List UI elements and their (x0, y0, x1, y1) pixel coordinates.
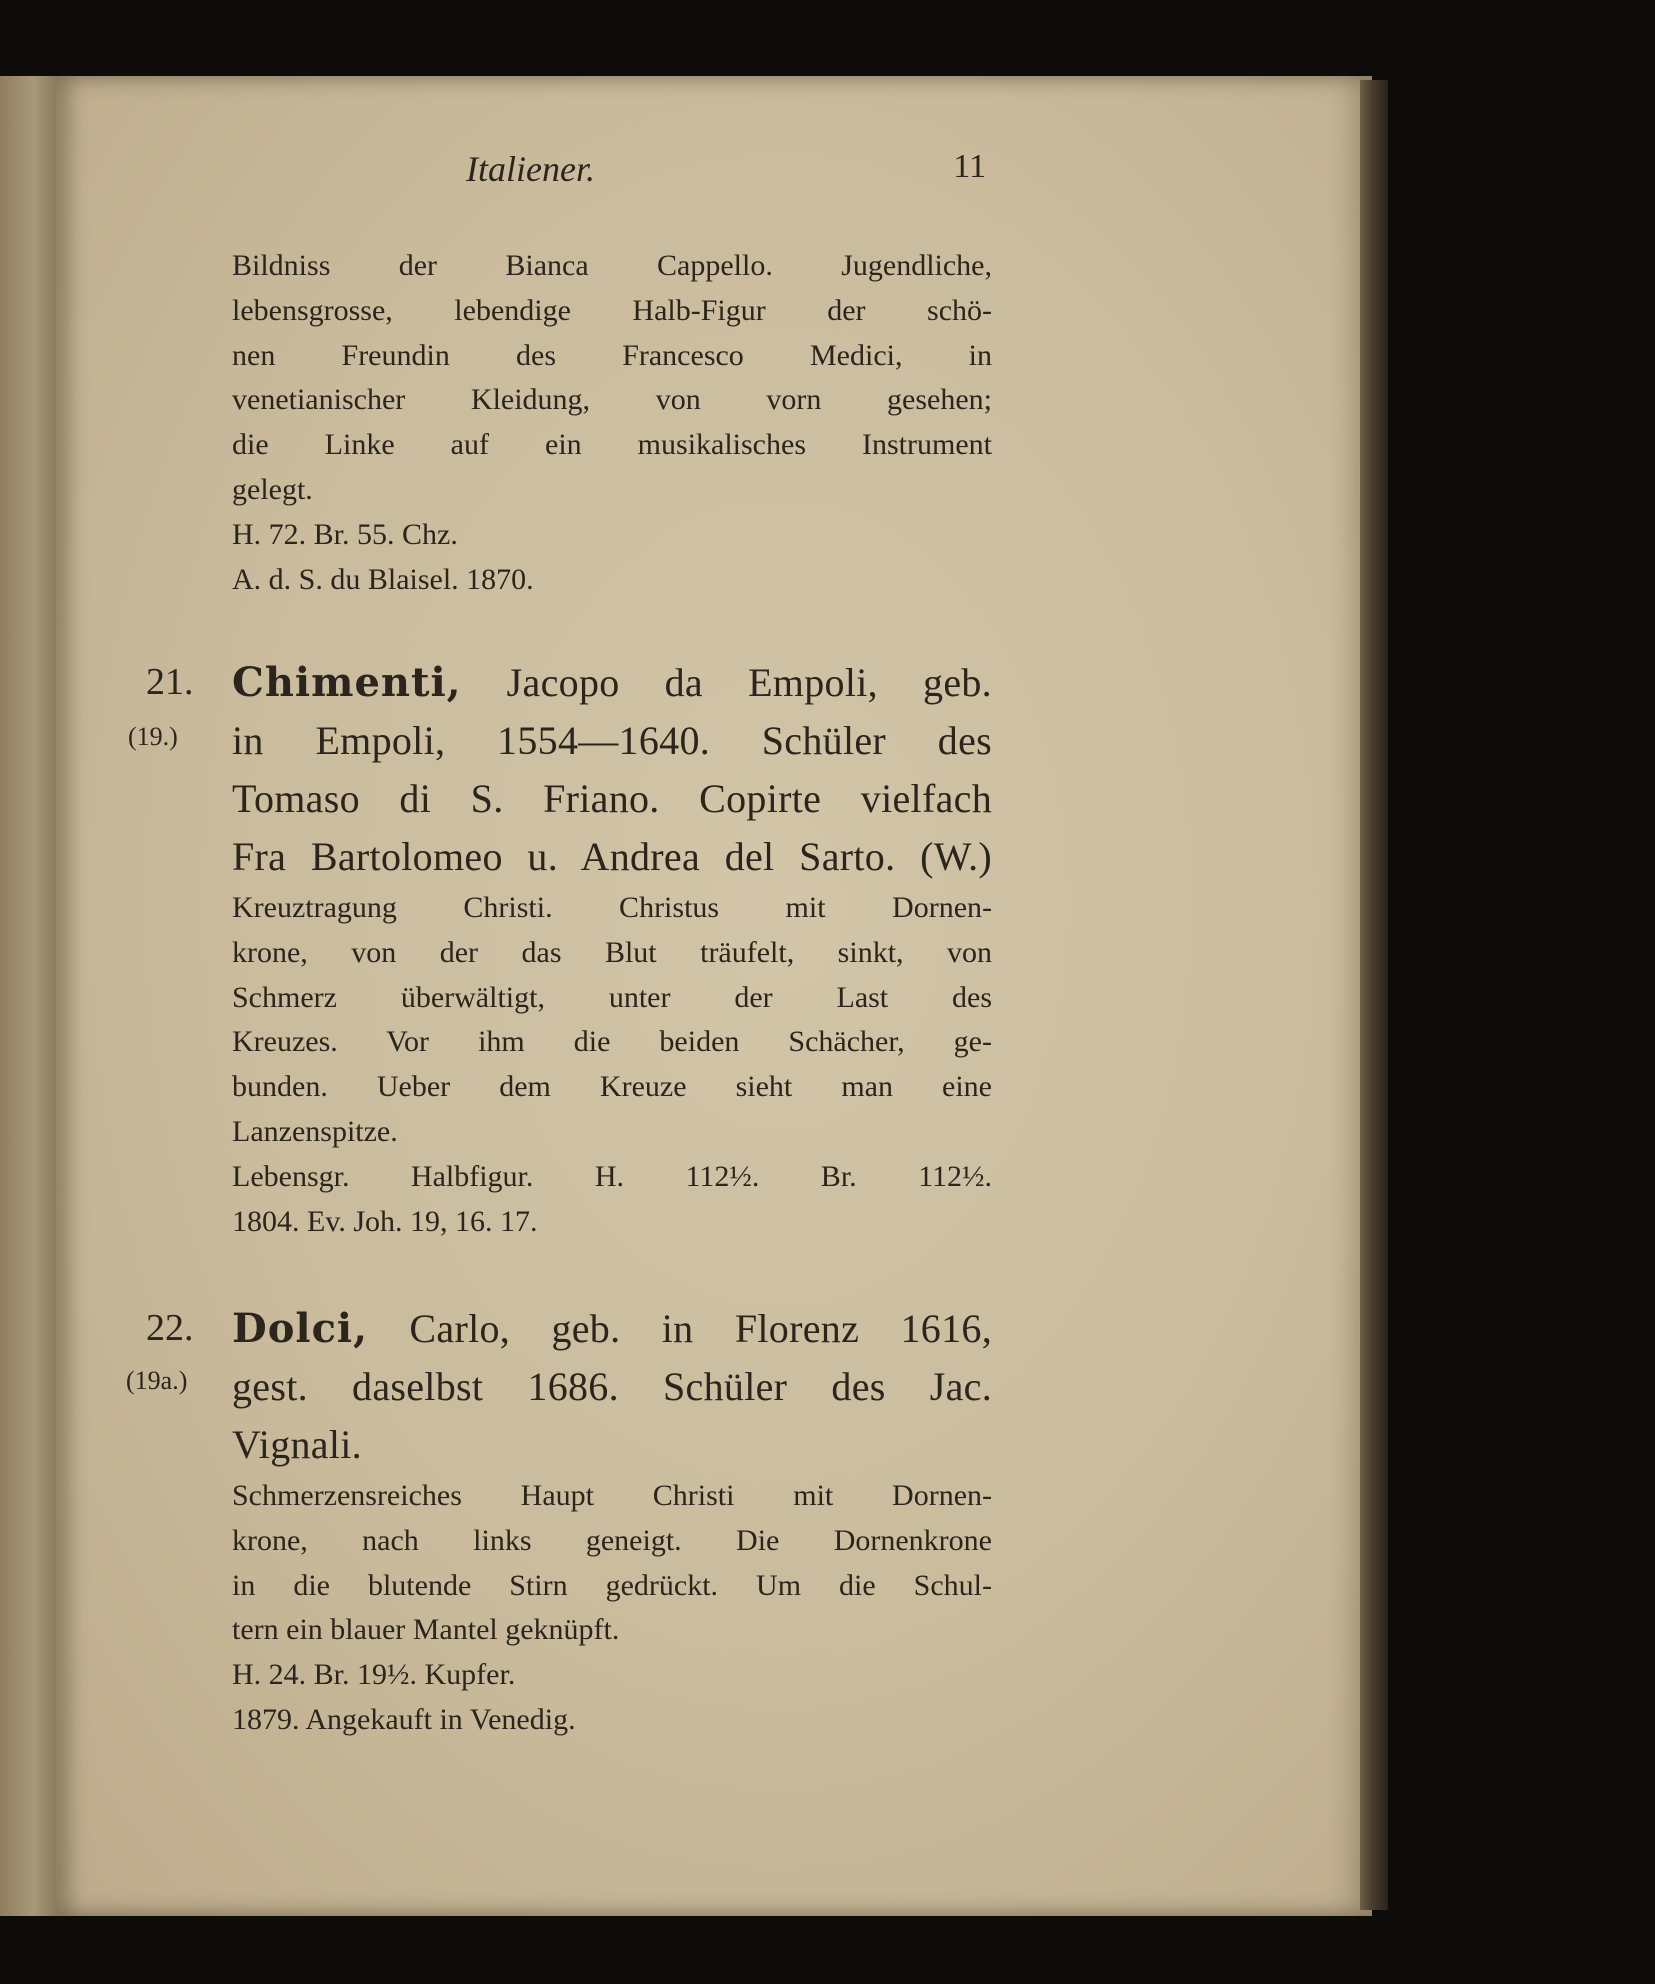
bio-line: gest. daselbst 1686. Schüler des Jac. (232, 1364, 992, 1409)
text-line: in die blutende Stirn gedrückt. Um die Schul- (232, 1568, 992, 1602)
text-line: gelegt. (232, 472, 313, 506)
text-line: krone, nach links geneigt. Die Dornenkrone (232, 1523, 992, 1557)
text-line: nen Freundin des Francesco Medici, in (232, 338, 992, 372)
entry-21-bio (232, 654, 992, 886)
text-line: Kreuztragung Christi. Christus mit Dornen- (232, 891, 992, 924)
bio-first-line (232, 654, 992, 712)
bio-text: Jacopo da Empoli, geb. (506, 660, 992, 705)
detail-line: 1879. Angekauft in Venedig. (232, 1702, 576, 1736)
bio-line: Fra Bartolomeo u. Andrea del Sarto. (W.) (232, 834, 992, 879)
text-line: lebensgrosse, lebendige Halb-Figur der schö- (232, 293, 992, 327)
text-line: Bildniss der Bianca Cappello. Jugendliche, (232, 249, 992, 282)
entry-21-description (232, 886, 992, 1244)
old-catalogue-number: (19a.) (126, 1366, 188, 1395)
running-head (466, 148, 986, 198)
artist-name: Chimenti, (232, 659, 462, 706)
detail-line: H. 72. Br. 55. Chz. (232, 517, 458, 551)
detail-line: 1804. Ev. Joh. 19, 16. 17. (232, 1204, 538, 1238)
text-line: venetianischer Kleidung, von vorn gesehen; (232, 383, 992, 417)
text-line: bunden. Ueber dem Kreuze sieht man eine (232, 1070, 992, 1104)
detail-line: Lebensgr. Halbfigur. H. 112½. Br. 112½. (232, 1159, 992, 1193)
entry-22-description (232, 1474, 992, 1743)
text-line: krone, von der das Blut träufelt, sinkt, von (232, 935, 992, 969)
entry-number: 21. (146, 661, 194, 703)
bio-line: Vignali. (232, 1422, 362, 1467)
text-line: tern ein blauer Mantel geknüpft. (232, 1613, 620, 1647)
page-number: 11 (953, 148, 986, 185)
text-line: die Linke auf ein musikalisches Instrument (232, 428, 992, 462)
previous-page-edge (0, 76, 58, 1916)
page-stack-edge (1360, 80, 1388, 1910)
bio-text: Carlo, geb. in Florenz 1616, (409, 1306, 992, 1351)
entry-number: 22. (146, 1307, 194, 1349)
entry-20-description (232, 244, 992, 602)
text-line: Lanzenspitze. (232, 1114, 398, 1148)
bio-first-line (232, 1300, 992, 1358)
text-line: Schmerz überwältigt, unter der Last des (232, 980, 992, 1014)
bio-line: Tomaso di S. Friano. Copirte vielfach (232, 776, 992, 821)
bio-line: in Empoli, 1554—1640. Schüler des (232, 718, 992, 763)
detail-line: H. 24. Br. 19½. Kupfer. (232, 1658, 516, 1692)
artist-name: Dolci, (232, 1305, 369, 1352)
text-line: Schmerzensreiches Haupt Christi mit Dornen- (232, 1479, 992, 1512)
running-head-title: Italiener. (466, 149, 595, 189)
detail-line: A. d. S. du Blaisel. 1870. (232, 562, 534, 596)
entry-22-bio (232, 1300, 992, 1474)
text-line: Kreuzes. Vor ihm die beiden Schächer, ge- (232, 1025, 992, 1059)
old-catalogue-number: (19.) (128, 722, 178, 751)
